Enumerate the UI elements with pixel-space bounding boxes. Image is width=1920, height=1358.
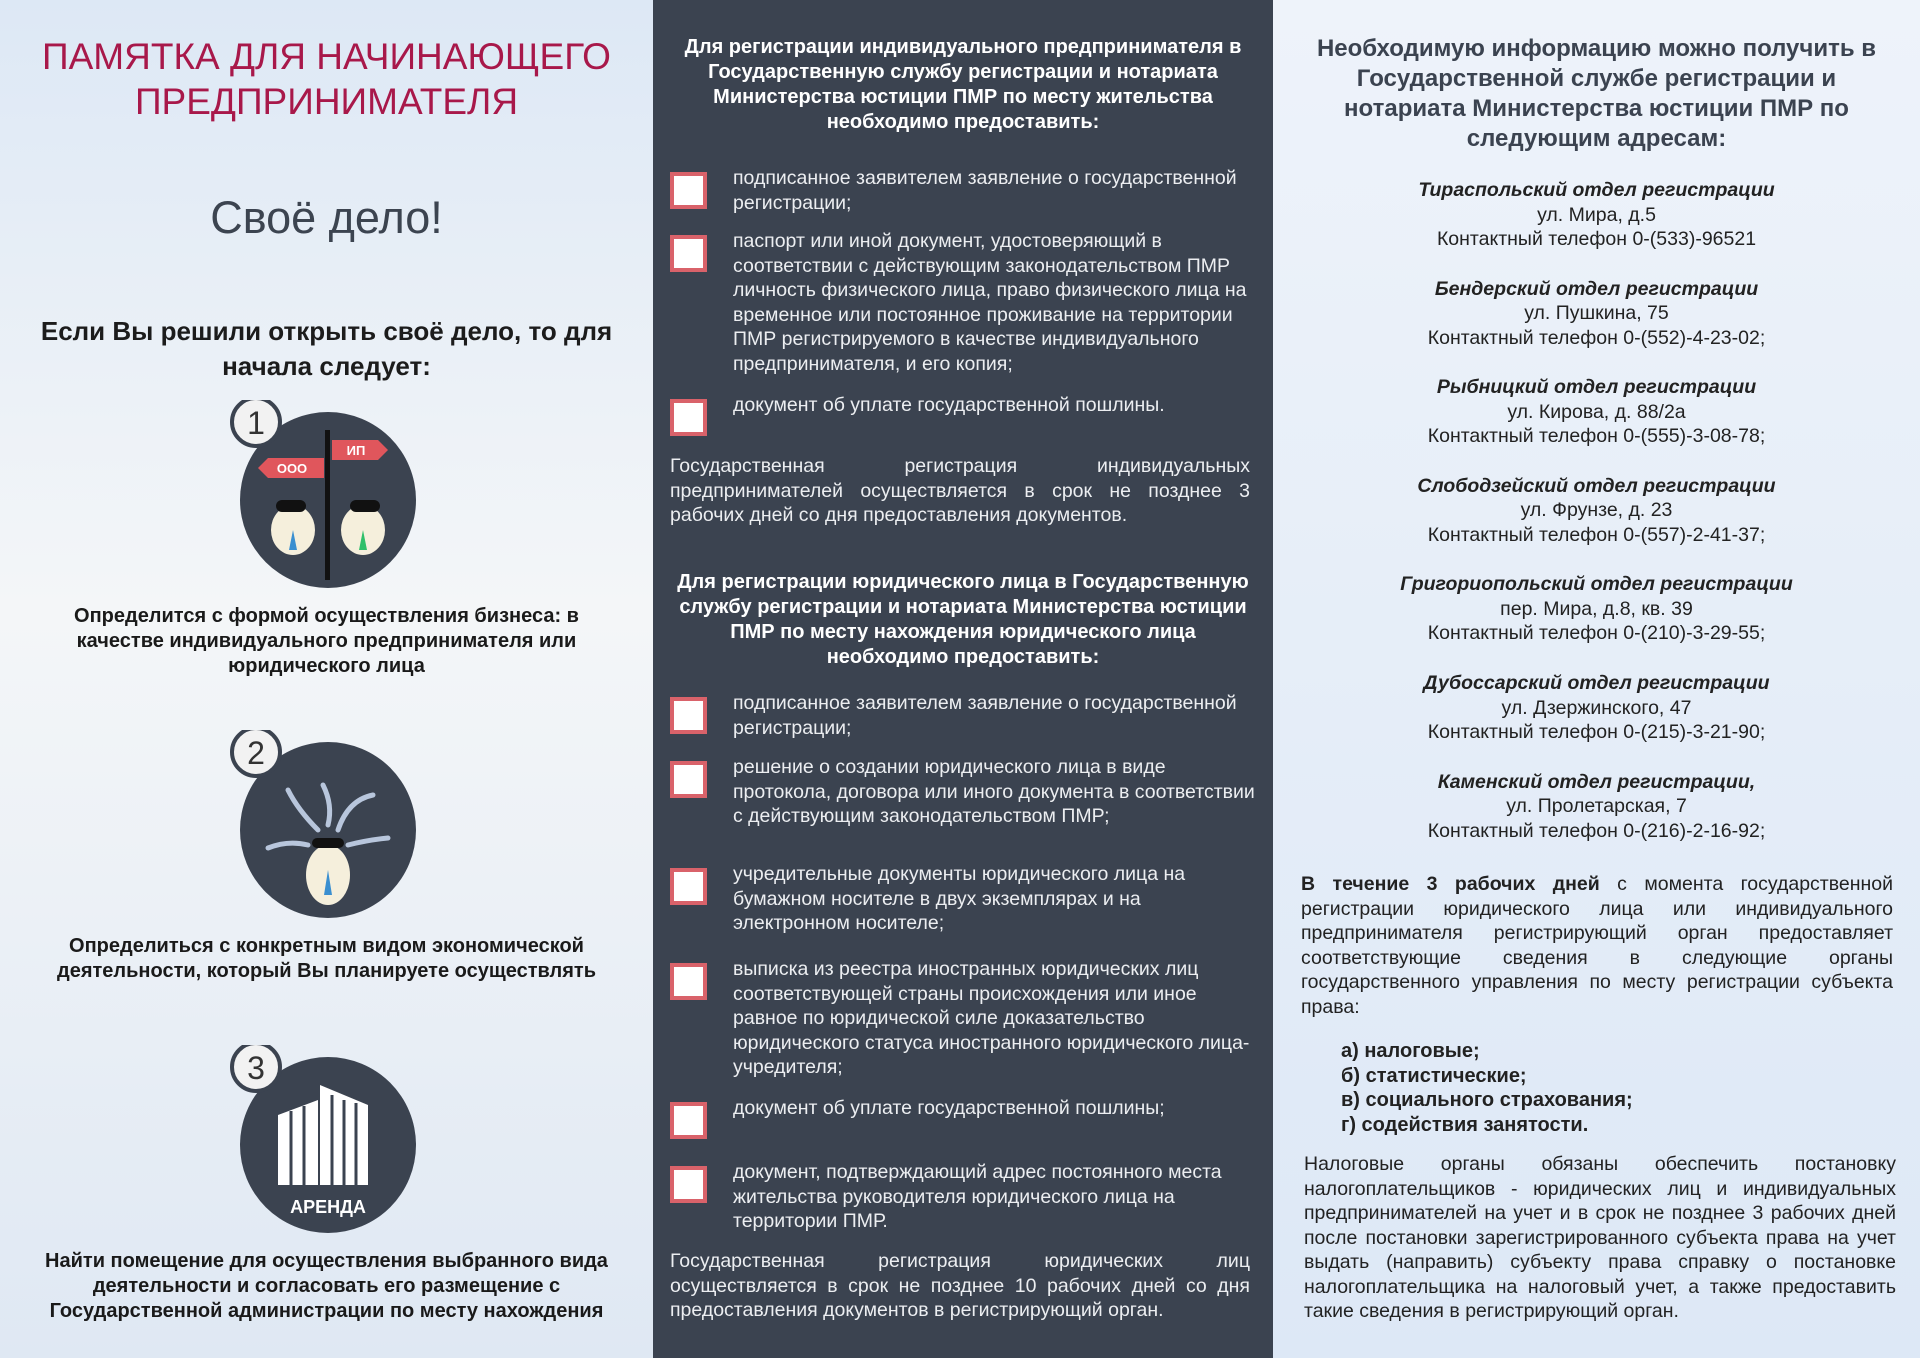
office-name: Слободзейский отдел регистрации xyxy=(1417,474,1776,497)
rent-label: АРЕНДА xyxy=(290,1197,366,1217)
office-name: Каменский отдел регистрации, xyxy=(1437,770,1756,793)
office-entry xyxy=(1293,277,1900,351)
tax-note: Налоговые органы обязаны обеспечить постановку налогоплательщиков - юридических лиц и индивидуальных предпринимателей на учет и в срок не позднее 3 рабочих дней после постановки зарегистрированного субъекта права на учет выдать (направить) субъекту права справку о постановке налогоплательщика на налоговый учет, а также предоставить такие сведения в регистрирующий орган. xyxy=(1304,1153,1896,1322)
step-number: 1 xyxy=(247,405,265,441)
ip-item: документ об уплате государственной пошлины. xyxy=(670,393,1260,436)
le-item: документ, подтверждающий адрес постоянного места жительства руководителя юридического лица на территории ПМР. xyxy=(670,1160,1260,1234)
le-item: решение о создании юридического лица в виде протокола, договора или иного документа в соответствии с действующим законодательством ПМР; xyxy=(670,755,1260,829)
office-phone: Контактный телефон 0-(552)-4-23-02; xyxy=(1427,326,1766,349)
office-entry xyxy=(1293,572,1900,646)
building-rent-icon xyxy=(228,1045,428,1245)
office-phone: Контактный телефон 0-(215)-3-21-90; xyxy=(1427,721,1766,743)
step-1-caption: Определится с формой осуществления бизнеса: в качестве индивидуального предпринимателя или юридического лица xyxy=(74,605,579,677)
sign-ip: ИП xyxy=(346,443,366,458)
ip-item: подписанное заявителем заявление о государственной регистрации; xyxy=(670,166,1260,215)
step-number: 3 xyxy=(247,1050,265,1086)
office-name: Тираспольский отдел регистрации xyxy=(1418,179,1775,201)
office-address: ул. Кирова, д. 88/2а xyxy=(1507,400,1686,423)
office-address: ул. Мира, д.5 xyxy=(1537,203,1656,226)
list-item: а) налоговые; xyxy=(1341,1040,1480,1062)
le-heading: Для регистрации юридического лица в Государственную службу регистрации и нотариата Министерства юстиции ПМР по месту нахождения юридического лица необходимо предоставить: xyxy=(677,571,1249,668)
checkbox[interactable] xyxy=(670,697,707,734)
office-entry xyxy=(1293,770,1900,844)
step-3-caption: Найти помещение для осуществления выбранного вида деятельности и согласовать его размещение с Государственной администрации по месту нахождения xyxy=(45,1250,608,1322)
office-address: ул. Дзержинского, 47 xyxy=(1501,696,1692,719)
office-entry xyxy=(1293,474,1900,548)
list-item: г) содействия занятости. xyxy=(1341,1113,1589,1136)
office-phone: Контактный телефон 0-(216)-2-16-92; xyxy=(1427,819,1766,842)
office-address: ул. Пролетарская, 7 xyxy=(1506,795,1687,818)
sign-ooo: ООО xyxy=(276,461,308,476)
office-phone: Контактный телефон 0-(557)-2-41-37; xyxy=(1427,523,1766,546)
list-item: в) социального страхования; xyxy=(1341,1089,1633,1111)
step-2-caption: Определиться с конкретным видом экономической деятельности, который Вы планируете осуществлять xyxy=(57,935,596,982)
office-name: Дубоссарский отдел регистрации xyxy=(1423,672,1770,694)
middle-column xyxy=(653,0,1273,1358)
checkbox[interactable] xyxy=(670,172,707,209)
checkbox[interactable] xyxy=(670,235,707,272)
agency-list xyxy=(1341,1039,1633,1137)
checkbox[interactable] xyxy=(670,399,707,436)
checkbox[interactable] xyxy=(670,1102,707,1139)
left-column xyxy=(0,0,653,1358)
le-item: документ об уплате государственной пошлины; xyxy=(670,1096,1260,1139)
office-name: Рыбницкий отдел регистрации xyxy=(1436,376,1757,399)
contacts-heading: Необходимую информацию можно получить в Государственной службе регистрации и нотариата Министерства юстиции ПМР по следующим адресам: xyxy=(1316,35,1877,152)
office-entry xyxy=(1293,375,1900,449)
le-item: подписанное заявителем заявление о государственной регистрации; xyxy=(670,691,1260,740)
le-item: учредительные документы юридического лица на бумажном носителе в двух экземплярах и на электронном носителе; xyxy=(670,862,1260,936)
office-phone: Контактный телефон 0-(533)-96521 xyxy=(1436,228,1757,250)
right-column xyxy=(1273,0,1920,1358)
slogan: Своё дело! xyxy=(210,192,443,243)
lead-text: Если Вы решили открыть своё дело, то для начала следует: xyxy=(40,316,613,381)
choice-illustration-icon xyxy=(228,730,428,930)
list-item: б) статистические; xyxy=(1341,1064,1527,1087)
registration-info: В течение 3 рабочих дней с момента государственной регистрации юридического лица или индивидуального предпринимателя регистрирующий орган предоставляет соответствующие сведения в следующие органы государственного управления по месту регистрации субъекта права: xyxy=(1301,873,1893,1018)
crossroads-illustration-icon xyxy=(228,400,428,600)
checkbox[interactable] xyxy=(670,1166,707,1203)
ip-note: Государственная регистрация индивидуальных предпринимателей осуществляется в срок не позднее 3 рабочих дней со дня предоставления документов. xyxy=(670,455,1250,526)
le-item: выписка из реестра иностранных юридических лиц соответствующей страны происхождения или иное равное по юридической силе доказательство юридического статуса иностранного юридического лица-учредителя; xyxy=(670,957,1260,1080)
office-phone: Контактный телефон 0-(555)-3-08-78; xyxy=(1427,425,1766,448)
office-phone: Контактный телефон 0-(210)-3-29-55; xyxy=(1427,622,1766,645)
checkbox[interactable] xyxy=(670,761,707,798)
checkbox[interactable] xyxy=(670,963,707,1000)
office-entry xyxy=(1293,671,1900,745)
office-address: ул. Фрунзе, д. 23 xyxy=(1520,499,1673,522)
office-address: ул. Пушкина, 75 xyxy=(1524,302,1669,325)
office-name: Бендерский отдел регистрации xyxy=(1434,277,1759,300)
checkbox[interactable] xyxy=(670,868,707,905)
page-title: ПАМЯТКА ДЛЯ НАЧИНАЮЩЕГО ПРЕДПРИНИМАТЕЛЯ xyxy=(42,36,611,122)
ip-heading: Для регистрации индивидуального предпринимателя в Государственную службу регистрации и нотариата Министерства юстиции ПМР по месту жительства необходимо предоставить: xyxy=(684,36,1242,133)
office-entry xyxy=(1293,178,1900,252)
ip-item: паспорт или иной документ, удостоверяющий в соответствии с действующим законодательством ПМР личность физического лица, право физического лица на временное или постоянное проживание на территории ПМР регистрируемого в качестве индивидуального предпринимателя, и его копия; xyxy=(670,229,1260,376)
office-address: пер. Мира, д.8, кв. 39 xyxy=(1500,597,1693,620)
le-note: Государственная регистрация юридических лиц осуществляется в срок не позднее 10 рабочих дней со дня предоставления документов в регистрирующий орган. xyxy=(670,1250,1250,1321)
step-number: 2 xyxy=(247,735,265,771)
office-name: Григориопольский отдел регистрации xyxy=(1400,573,1793,596)
